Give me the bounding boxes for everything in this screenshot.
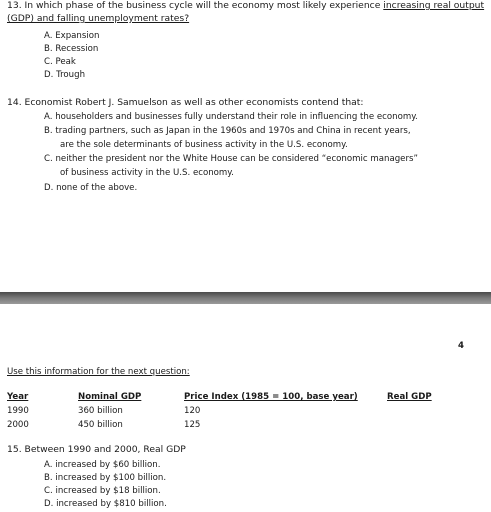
table-header-nominal-gdp: Nominal GDP (78, 392, 142, 402)
table-header-real-gdp: Real GDP (387, 392, 432, 402)
q14-option-a: A. householders and businesses fully understand their role in influencing the economy. (44, 112, 418, 122)
table-cell-price-2000: 125 (184, 420, 201, 430)
page-divider (0, 292, 491, 304)
q15-option-c: C. increased by $18 billion. (44, 486, 161, 496)
table-cell-nominal-2000: 450 billion (78, 420, 123, 430)
question-13-underlined-1: increasing real output (383, 0, 485, 11)
q14-option-b: B. trading partners, such as Japan in the 1960s and 1970s and China in recent years, (44, 126, 411, 136)
table-cell-year-2000: 2000 (7, 420, 29, 430)
question-13-prefix: 13. In which phase of the business cycle will the economy most likely experience (7, 0, 384, 11)
q14-option-d: D. none of the above. (44, 183, 138, 193)
question-13-stem (7, 0, 484, 12)
q15-option-a: A. increased by $60 billion. (44, 460, 161, 470)
table-header-year: Year (7, 392, 29, 402)
info-heading: Use this information for the next question: (7, 367, 190, 377)
page-number: 4 (458, 341, 464, 351)
q13-option-c: C. Peak (44, 57, 76, 67)
table-cell-nominal-1990: 360 billion (78, 406, 123, 416)
q14-option-c-cont: of business activity in the U.S. economy. (60, 168, 234, 178)
q13-option-b: B. Recession (44, 44, 99, 54)
table-cell-year-1990: 1990 (7, 406, 29, 416)
q14-option-c: C. neither the president nor the White House can be considered “economic managers” (44, 154, 418, 164)
table-cell-price-1990: 120 (184, 406, 201, 416)
question-13-underlined-2: (GDP) and falling unemployment rates? (7, 13, 190, 24)
q13-option-d: D. Trough (44, 70, 86, 80)
q14-option-b-cont: are the sole determinants of business activity in the U.S. economy. (60, 140, 348, 150)
question-15-stem: 15. Between 1990 and 2000, Real GDP (7, 444, 186, 455)
q13-option-a: A. Expansion (44, 31, 100, 41)
q15-option-d: D. increased by $810 billion. (44, 499, 167, 509)
q15-option-b: B. increased by $100 billion. (44, 473, 167, 483)
table-header-price-index: Price Index (1985 = 100, base year) (184, 392, 358, 402)
question-14-stem: 14. Economist Robert J. Samuelson as well as other economists contend that: (7, 97, 364, 108)
